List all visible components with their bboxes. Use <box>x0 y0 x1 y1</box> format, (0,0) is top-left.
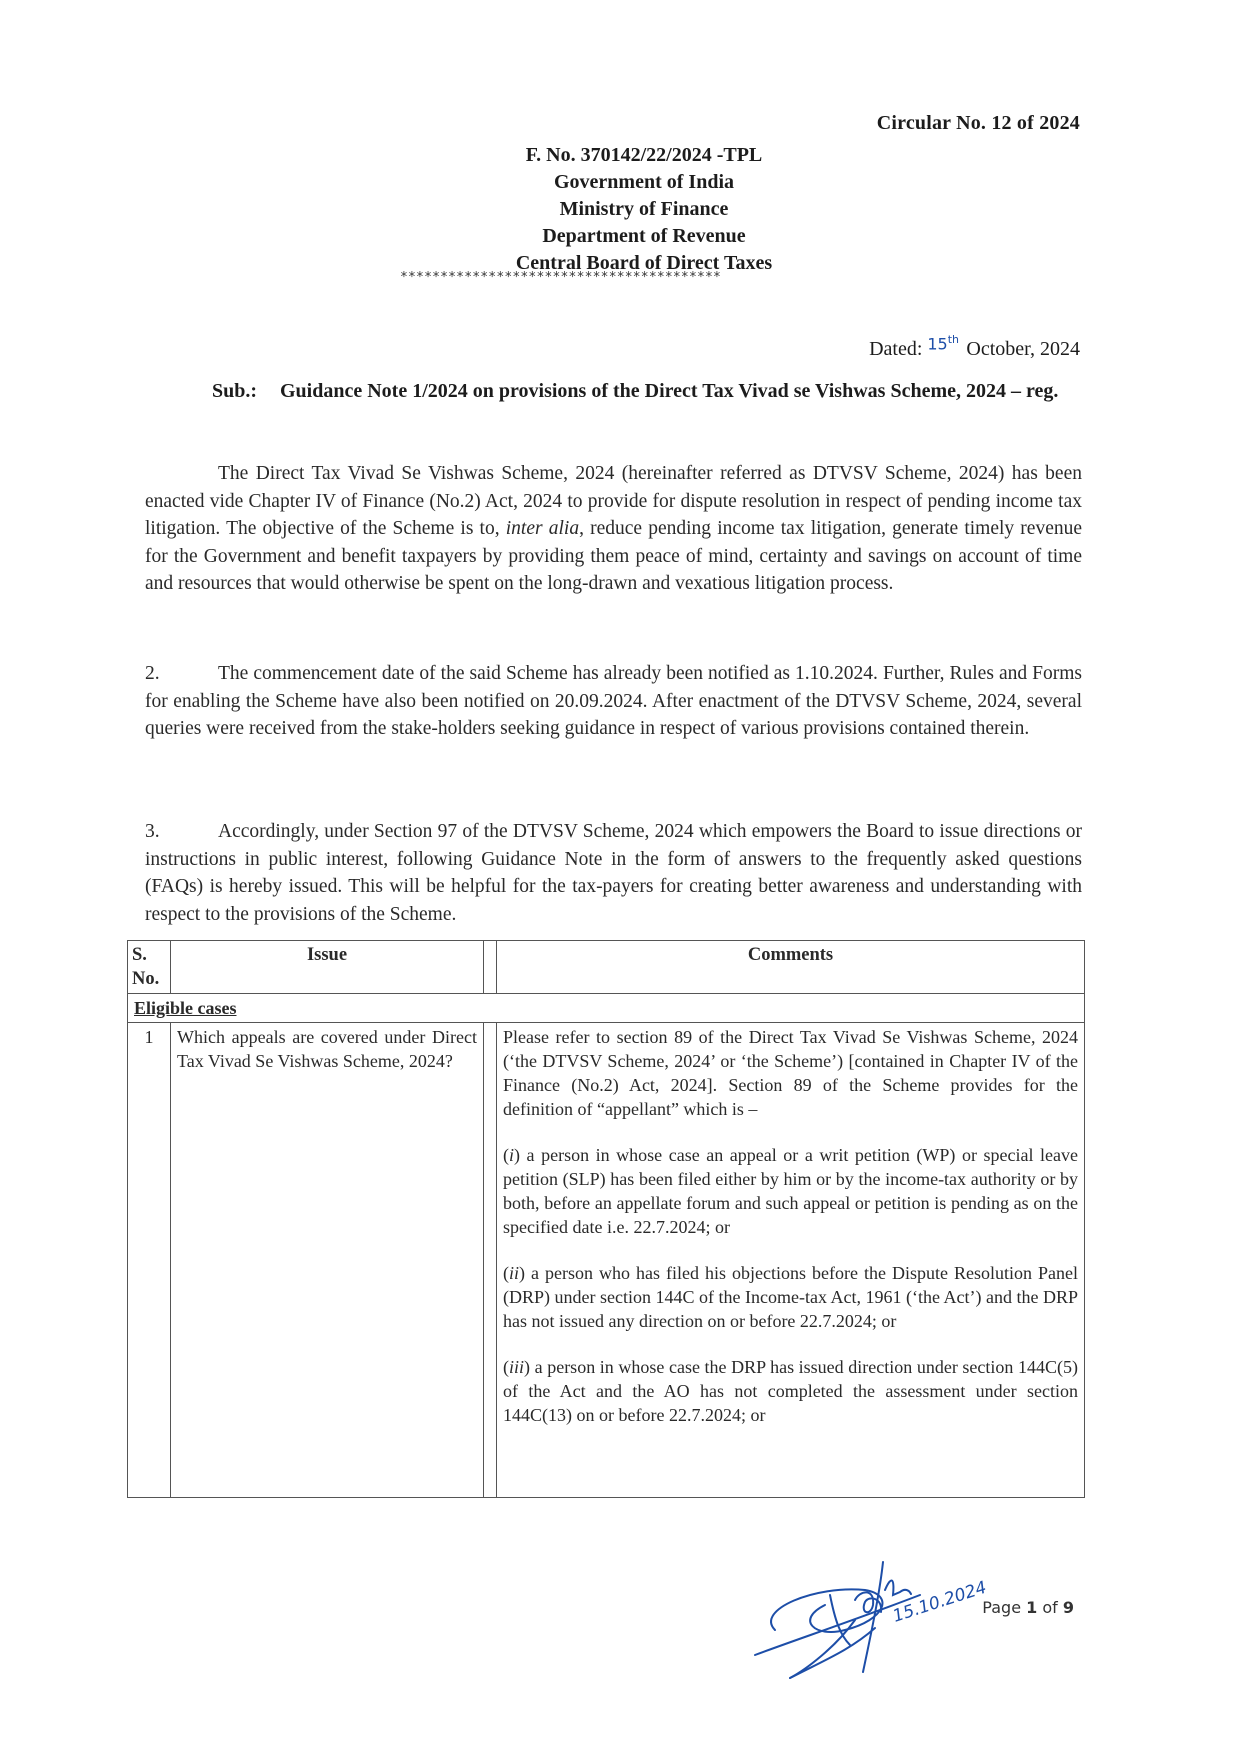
header-issue: Issue <box>171 941 484 994</box>
table-header-row <box>128 941 1085 994</box>
page-total: 9 <box>1062 1598 1074 1617</box>
ministry-name: Ministry of Finance <box>559 198 729 220</box>
row-sno: 1 <box>128 1023 171 1498</box>
paragraph-1-italic: inter alia <box>505 518 580 539</box>
board-name: Central Board of Direct Taxes <box>515 252 773 274</box>
page-prefix: Page <box>982 1598 1027 1617</box>
signature-image <box>735 1550 1038 1690</box>
faq-table <box>127 940 1085 1498</box>
table-row <box>128 1023 1085 1498</box>
paragraph-2 <box>145 660 1082 743</box>
subject-text: Guidance Note 1/2024 on provisions of the Direct Tax Vivad se Vishwas Scheme, 2024 – reg. <box>280 380 1059 402</box>
section-title: Eligible cases <box>128 994 1085 1023</box>
paragraph-3-number: 3. <box>145 821 160 842</box>
comment-item-i: (i) a person in whose case an appeal or a writ petition (WP) or special leave petition (SLP) has been filed either by him or by the income-tax authority or by both, before an appellate forum and such appeal or petition is pending as on the specified date i.e. 22.7.2024; or <box>503 1145 1078 1237</box>
subject-label: Sub.: <box>212 380 258 402</box>
circular-number: Circular No. 12 of 2024 <box>876 112 1080 134</box>
row-comments <box>497 1023 1085 1498</box>
subject-line <box>212 378 1082 404</box>
comment-item-iii-text: a person in whose case the DRP has issued direction under section 144C(5) of the Act and the AO has not completed the assessment under section 144C(13) on or before 22.7.2024; or <box>503 1357 1078 1425</box>
department-name: Department of Revenue <box>542 225 746 247</box>
comment-item-i-text: a person in whose case an appeal or a writ petition (WP) or special leave petition (SLP) has been filed either by him or by the income-tax authority or by both, before an appellate forum and such appeal or petition is pending as on the specified date i.e. 22.7.2024; or <box>503 1145 1078 1237</box>
date-label: Dated: <box>869 338 923 360</box>
header-comments: Comments <box>497 941 1085 994</box>
page-of: of <box>1037 1598 1063 1617</box>
paragraph-1-text-b: , reduce pending income tax litigation, generate timely revenue for the Government and benefit taxpayers by providing them peace of mind, certainty and savings on account of time and resources that would otherwise be spent on the long-drawn and vexatious litigation process. <box>145 518 1083 594</box>
comment-item-iii-marker: iii <box>509 1357 525 1377</box>
comment-item-ii-marker: ii <box>509 1263 520 1283</box>
separator-stars: **************************************** <box>400 270 722 285</box>
section-row <box>128 994 1085 1023</box>
date-month-year: October, 2024 <box>966 338 1080 360</box>
header-sno: S. No. <box>128 941 171 994</box>
handwritten-day <box>927 333 961 353</box>
handwritten-day-number: 15 <box>927 334 948 353</box>
paragraph-1 <box>145 460 1082 598</box>
handwritten-day-suffix: th <box>947 332 960 346</box>
paragraph-3-text: Accordingly, under Section 97 of the DTVSV Scheme, 2024 which empowers the Board to issue directions or instructions in public interest, following Guidance Note in the form of answers to the frequently asked questions (FAQs) is hereby issued. This will be helpful for the tax-payers for creating better awareness and understanding with respect to the provisions of the Scheme. <box>145 821 1082 925</box>
paragraph-2-text: The commencement date of the said Scheme has already been notified as 1.10.2024. Further, Rules and Forms for enabling the Scheme have also been notified on 20.09.2024. After enactment of the DTVSV Scheme, 2024, several queries were received from the stake-holders seeking guidance in respect of various provisions contained therein. <box>145 663 1082 739</box>
comment-item-iii: (iii) a person in whose case the DRP has issued direction under section 144C(5) of the Act and the AO has not completed the assessment under section 144C(13) on or before 22.7.2024; or <box>503 1357 1078 1425</box>
letterhead <box>0 142 1240 277</box>
row-blank <box>484 1023 497 1498</box>
government-name: Government of India <box>554 171 734 193</box>
comment-item-ii: (ii) a person who has filed his objections before the Dispute Resolution Panel (DRP) under section 144C of the Income-tax Act, 1961 (‘the Act’) and the DRP has not issued any direction on or before 22.7.2024; or <box>503 1263 1078 1331</box>
comment-item-ii-text: a person who has filed his objections before the Dispute Resolution Panel (DRP) under section 144C of the Income-tax Act, 1961 (‘the Act’) and the DRP has not issued any direction on or before 22.7.2024; or <box>503 1263 1078 1331</box>
paragraph-1-text-a: The Direct Tax Vivad Se Vishwas Scheme, 2024 (hereinafter referred as DTVSV Scheme, 2024) has been enacted vide Chapter IV of Finance (No.2) Act, 2024 to provide for dispute resolution in respect of pending income tax litigation. The objective of the Scheme is to, <box>145 463 1082 539</box>
file-number: F. No. 370142/22/2024 -TPL <box>525 144 763 166</box>
row-issue: Which appeals are covered under Direct Tax Vivad Se Vishwas Scheme, 2024? <box>171 1023 484 1498</box>
comment-intro: Please refer to section 89 of the Direct Tax Vivad Se Vishwas Scheme, 2024 (‘the DTVSV Scheme, 2024’ or ‘the Scheme’) [contained in Chapter IV of the Finance (No.2) Act, 2024]. Section 89 of the Scheme provides for the definition of “appellant” which is – <box>503 1027 1078 1119</box>
page-current: 1 <box>1026 1598 1038 1617</box>
comment-item-i-marker: i <box>509 1145 515 1165</box>
header-blank <box>484 941 497 994</box>
paragraph-3 <box>145 818 1082 928</box>
paragraph-2-number: 2. <box>145 663 160 684</box>
signature-date: 15.10.2024 <box>890 1577 990 1627</box>
date-line <box>869 332 1080 361</box>
